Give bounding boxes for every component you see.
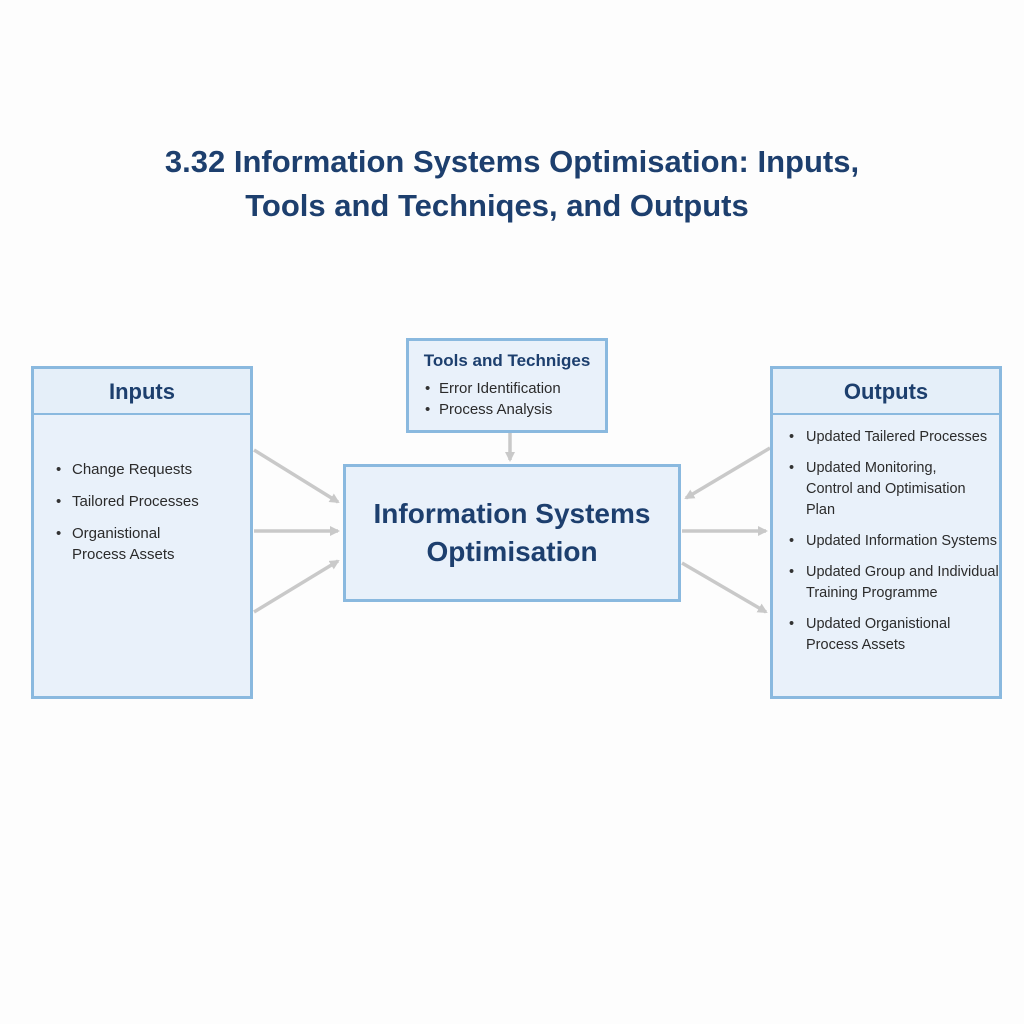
list-item: [789, 458, 986, 521]
list-item: [425, 399, 605, 420]
bullet-icon: •: [425, 401, 431, 418]
inputs-list: [34, 415, 250, 565]
outputs-list: [773, 415, 999, 656]
output-item-label: Updated Organistional Process Assets: [806, 616, 951, 653]
input-item-label: Change Requests: [72, 461, 193, 478]
input-item-label: Tailored Processes: [72, 493, 199, 510]
arrow-output-top: [686, 448, 770, 498]
tools-header: Tools and Techniges: [423, 351, 591, 370]
output-item-label: Updated Tailered Processes: [806, 429, 988, 445]
tool-item-label: Process Analysis: [439, 401, 553, 418]
list-item: [56, 523, 182, 565]
process-box: [343, 464, 681, 602]
arrow-input-top: [254, 450, 338, 502]
list-item: [425, 378, 605, 399]
inputs-box: [31, 366, 253, 699]
list-item: [56, 459, 250, 480]
list-item: [56, 491, 250, 512]
list-item: [789, 427, 999, 448]
bullet-icon: •: [56, 461, 62, 478]
bullet-icon: •: [789, 429, 795, 445]
arrow-output-bottom: [682, 563, 766, 612]
bullet-icon: •: [789, 564, 795, 580]
tools-list: [409, 372, 605, 420]
diagram-title: [0, 140, 1024, 228]
title-line-2: Tools and Techniqes, and Outputs: [245, 188, 749, 223]
output-item-label: Updated Group and Individual Training Programme: [806, 564, 999, 601]
process-title: Information Systems Optimisation: [373, 498, 651, 567]
inputs-header: Inputs: [34, 369, 250, 415]
output-item-label: Updated Monitoring, Control and Optimisation Plan: [806, 460, 966, 518]
outputs-header: Outputs: [773, 369, 999, 415]
bullet-icon: •: [789, 533, 795, 549]
list-item: [789, 531, 999, 552]
bullet-icon: •: [425, 380, 431, 397]
output-item-label: Updated Information Systems: [806, 533, 998, 549]
input-item-label: Organistional Process Assets: [72, 525, 175, 563]
list-item: [789, 614, 966, 656]
outputs-box: [770, 366, 1002, 699]
arrow-input-bottom: [254, 561, 338, 612]
tools-box: [406, 338, 608, 433]
bullet-icon: •: [56, 525, 62, 542]
title-line-1: 3.32 Information Systems Optimisation: Inputs,: [164, 144, 860, 179]
bullet-icon: •: [789, 616, 795, 632]
tool-item-label: Error Identification: [439, 380, 561, 397]
list-item: [789, 562, 1006, 604]
bullet-icon: •: [789, 460, 795, 476]
bullet-icon: •: [56, 493, 62, 510]
